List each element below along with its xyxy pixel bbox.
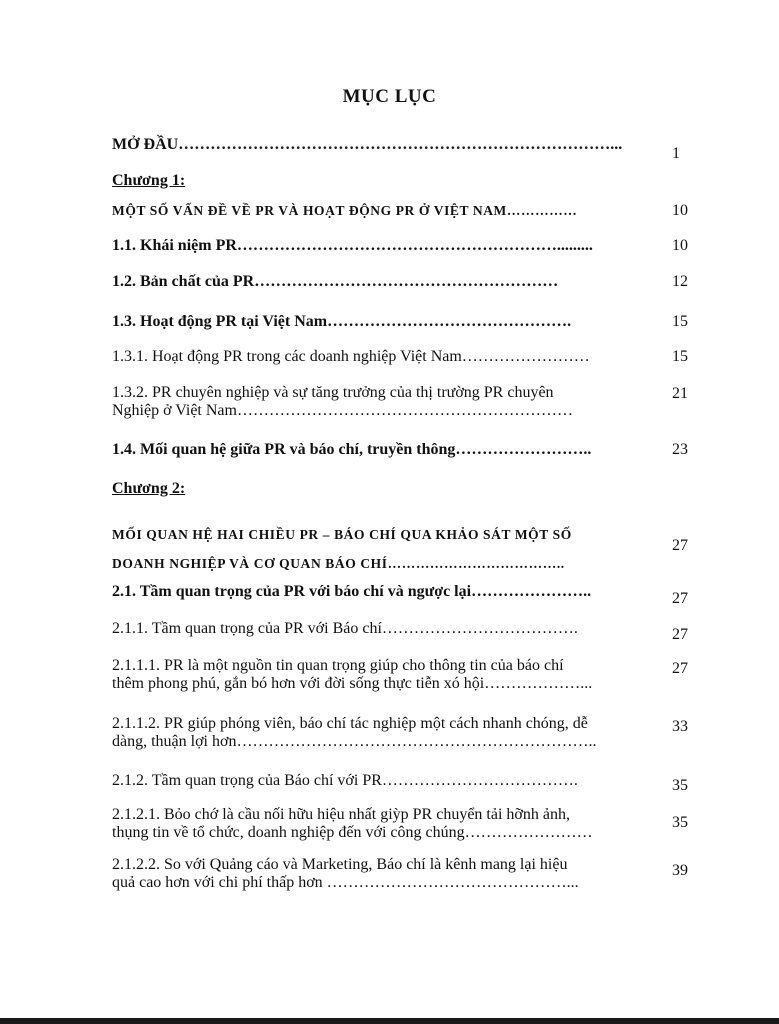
toc-entry-text: 1.3. Hoạt động PR tại Việt Nam………………………………………. xyxy=(112,313,572,330)
toc-entry-2-1-1-2[interactable] xyxy=(112,715,658,751)
toc-entry-text-line2: dàng, thuận lợi hơn………………………………………………………….. xyxy=(112,733,597,750)
toc-entry-1-4[interactable] xyxy=(112,441,658,459)
toc-entry-text: MỘT SỐ VẤN ĐỀ VỀ PR VÀ HOẠT ĐỘNG PR Ở VIỆT NAM…………… xyxy=(112,203,578,218)
toc-page-number: 15 xyxy=(672,348,688,365)
chapter-label-2: Chương 2: xyxy=(112,480,186,497)
toc-entry-text-line2: Nghiệp ở Việt Nam……………………………………………………… xyxy=(112,402,573,419)
toc-page-number: 35 xyxy=(672,777,688,794)
toc-page-number: 23 xyxy=(672,441,688,458)
toc-entry-text-line2: thêm phong phú, gắn bó hơn với đời sống thực tiễn xó hội………………... xyxy=(112,675,593,692)
toc-entry-text: 2.1.2. Tầm quan trọng của Báo chí với PR………………………………. xyxy=(112,772,578,789)
toc-entry-text-line2: thụng tin về tổ chức, doanh nghiệp đến với công chúng…………………… xyxy=(112,824,593,841)
page-title: MỤC LỤC xyxy=(342,86,437,107)
toc-entry-2-1[interactable] xyxy=(112,583,658,601)
toc-page-number: 27 xyxy=(672,660,688,677)
toc-entry-chapter-2-title[interactable] xyxy=(112,520,658,578)
toc-entry-text-line2: quả cao hơn với chi phí thấp hơn ………………………………………... xyxy=(112,874,579,891)
toc-entry-text-line1: 2.1.2.2. So với Quảng cáo và Marketing, Báo chí là kênh mang lại hiệu xyxy=(112,856,568,873)
toc-page-number: 1 xyxy=(672,145,680,162)
bottom-edge-bar xyxy=(0,1018,779,1024)
toc-entry-text-line1: MỐI QUAN HỆ HAI CHIỀU PR – BÁO CHÍ QUA KHẢO SÁT MỘT SỐ xyxy=(112,527,572,542)
toc-entry-1-3-1[interactable] xyxy=(112,348,658,366)
toc-page-number: 10 xyxy=(672,202,688,219)
toc-entry-chapter-1-title[interactable] xyxy=(112,202,658,220)
toc-entry-1-3-2[interactable] xyxy=(112,384,658,420)
toc-page-number: 12 xyxy=(672,273,688,290)
toc-entry-1-1[interactable] xyxy=(112,237,658,255)
toc-page-number: 10 xyxy=(672,237,688,254)
toc-page-number: 27 xyxy=(672,626,688,643)
toc-entry-text-line1: 1.3.2. PR chuyên nghiệp và sự tăng trưởng của thị trường PR chuyên xyxy=(112,384,554,401)
toc-page-number: 27 xyxy=(672,537,688,554)
toc-page-number: 35 xyxy=(672,814,688,831)
toc-page-number: 15 xyxy=(672,313,688,330)
toc-entry-2-1-1[interactable] xyxy=(112,620,658,638)
toc-entry-intro[interactable] xyxy=(112,136,658,154)
toc-page-number: 33 xyxy=(672,718,688,735)
toc-entry-text: MỞ ĐẦU………………………………………………………………………... xyxy=(112,136,623,153)
toc-entry-text: 1.2. Bản chất của PR………………………………………………… xyxy=(112,273,559,290)
toc-entry-1-3[interactable] xyxy=(112,313,658,331)
toc-entry-text: 2.1.1. Tầm quan trọng của PR với Báo chí………………………………. xyxy=(112,620,578,637)
toc-entry-2-1-1-1[interactable] xyxy=(112,657,658,693)
toc-entry-text: 1.1. Khái niệm PR……………………………………………………......... xyxy=(112,237,593,254)
toc-page-number: 39 xyxy=(672,862,688,879)
toc-entry-2-1-2-1[interactable] xyxy=(112,806,658,842)
toc-entry-text: 1.3.1. Hoạt động PR trong các doanh nghiệp Việt Nam…………………… xyxy=(112,348,590,365)
toc-entry-text-line1: 2.1.1.1. PR là một nguồn tin quan trọng giúp cho thông tin của báo chí xyxy=(112,657,564,674)
toc-page-number: 27 xyxy=(672,590,688,607)
toc-entry-2-1-2[interactable] xyxy=(112,772,658,790)
toc-entry-1-2[interactable] xyxy=(112,273,658,291)
toc-entry-2-1-2-2[interactable] xyxy=(112,856,658,892)
toc-entry-text-line1: 2.1.2.1. Bỏo chớ là cầu nối hữu hiệu nhất giỳp PR chuyển tải hỡnh ảnh, xyxy=(112,806,570,823)
toc-entry-text-line2: DOANH NGHIỆP VÀ CƠ QUAN BÁO CHÍ……………………………….. xyxy=(112,556,565,571)
toc-entry-text-line1: 2.1.1.2. PR giúp phóng viên, báo chí tác nghiệp một cách nhanh chóng, dễ xyxy=(112,715,588,732)
toc-entry-text: 1.4. Mối quan hệ giữa PR và báo chí, truyền thông…………………….. xyxy=(112,441,592,458)
toc-entry-text: 2.1. Tầm quan trọng của PR với báo chí và ngược lại………………….. xyxy=(112,583,592,600)
toc-page-number: 21 xyxy=(672,385,688,402)
chapter-label-1: Chương 1: xyxy=(112,172,186,189)
